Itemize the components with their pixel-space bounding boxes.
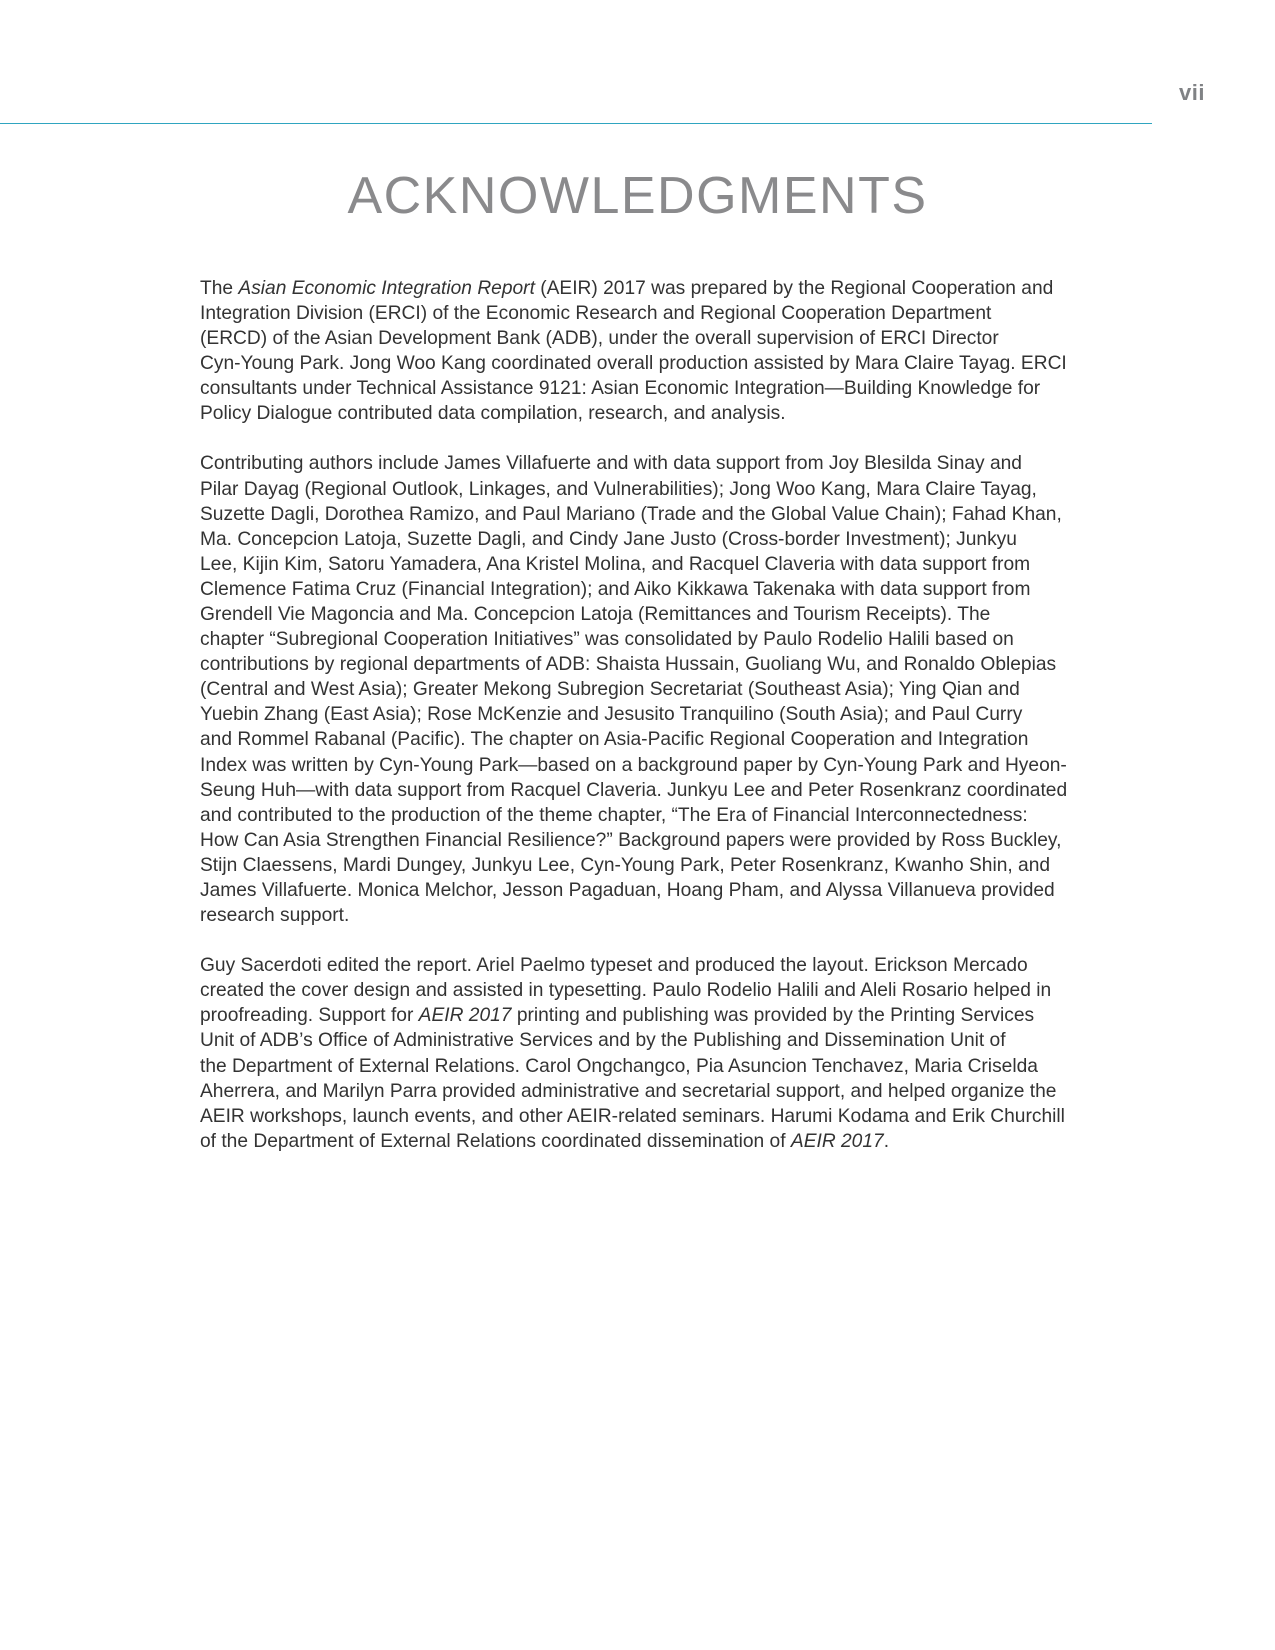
text-line: Seung Huh—with data support from Racquel Claveria. Junkyu Lee and Peter Rosenkranz coordinated [200,779,1068,801]
text-line: Index was written by Cyn-Young Park—based on a background paper by Cyn-Young Park and Hyeon- [200,754,1067,776]
text-line: consultants under Technical Assistance 9121: Asian Economic Integration—Building Knowledge for [200,378,1041,400]
text-line: chapter “Subregional Cooperation Initiatives” was consolidated by Paulo Rodelio Halili based on [200,629,1014,651]
text-line: Lee, Kijin Kim, Satoru Yamadera, Ana Kristel Molina, and Racquel Claveria with data support from [200,553,1031,575]
text-line: AEIR workshops, launch events, and other AEIR-related seminars. Harumi Kodama and Erik Churchill [200,1105,1065,1127]
text-line: and Rommel Rabanal (Pacific). The chapter on Asia-Pacific Regional Cooperation and Integration [200,729,1029,751]
text-run: (AEIR) 2017 was prepared by the Regional Cooperation and [534,278,1054,299]
text-line: Cyn-Young Park. Jong Woo Kang coordinated overall production assisted by Mara Claire Tayag. ERCI [200,353,1067,375]
text-line: Unit of ADB’s Office of Administrative Services and by the Publishing and Dissemination Unit of [200,1030,1006,1052]
text-line: Suzette Dagli, Dorothea Ramizo, and Paul Mariano (Trade and the Global Value Chain); Fahad Khan, [200,503,1062,525]
report-abbrev-italic: AEIR 2017 [418,1005,512,1027]
text-line: Yuebin Zhang (East Asia); Rose McKenzie and Jesusito Tranquilino (South Asia); and Paul Curry [200,704,1023,726]
text-line: Integration Division (ERCI) of the Economic Research and Regional Cooperation Department [200,303,992,325]
text-line: Stijn Claessens, Mardi Dungey, Junkyu Lee, Cyn-Young Park, Peter Rosenkranz, Kwanho Shin, and [200,854,1051,876]
text-line: and contributed to the production of the theme chapter, “The Era of Financial Interconnectedness: [200,804,1028,826]
text-line: research support. [200,905,350,927]
text-line: Policy Dialogue contributed data compilation, research, and analysis. [200,403,786,425]
text-line: the Department of External Relations. Carol Ongchangco, Pia Asuncion Tenchavez, Maria Criselda [200,1055,1038,1077]
text-line: Pilar Dayag (Regional Outlook, Linkages, and Vulnerabilities); Jong Woo Kang, Mara Claire Tayag, [200,478,1037,500]
text-line: contributions by regional departments of ADB: Shaista Hussain, Guoliang Wu, and Ronaldo Oblepias [200,654,1057,676]
text-line [200,1003,1075,1028]
text-run: The [200,278,239,299]
report-abbrev-italic: AEIR 2017 [790,1130,884,1152]
text-line: Contributing authors include James Villafuerte and with data support from Joy Blesilda Sinay and [200,453,1022,475]
report-title-italic: Asian Economic Integration Report [238,278,535,299]
text-line: (Central and West Asia); Greater Mekong Subregion Secretariat (Southeast Asia); Ying Qian and [200,679,1020,701]
text-line [200,276,1075,301]
text-line: created the cover design and assisted in typesetting. Paulo Rodelio Halili and Aleli Rosario helped in [200,980,1052,1002]
text-line [200,1129,1075,1154]
text-run: of the Department of External Relations coordinated dissemination of [200,1130,791,1152]
text-run: . [883,1130,890,1152]
header-rule [0,123,1152,124]
text-line: Aherrera, and Marilyn Parra provided administrative and secretarial support, and helped organize the [200,1080,1057,1102]
text-line: Clemence Fatima Cruz (Financial Integration); and Aiko Kikkawa Takenaka with data support from [200,578,1031,600]
page-number: vii [1179,80,1205,105]
text-line: James Villafuerte. Monica Melchor, Jesson Pagaduan, Hoang Pham, and Alyssa Villanueva provided [200,880,1055,902]
text-line: (ERCD) of the Asian Development Bank (ADB), under the overall supervision of ERCI Director [200,328,999,350]
text-line: Guy Sacerdoti edited the report. Ariel Paelmo typeset and produced the layout. Erickson Mercado [200,955,1028,977]
text-run: proofreading. Support for [200,1005,419,1027]
text-line: How Can Asia Strengthen Financial Resilience?” Background papers were provided by Ross Buckley, [200,829,1062,851]
page-title: ACKNOWLEDGMENTS [347,167,928,225]
body-text [200,276,1075,1179]
text-line: Grendell Vie Magoncia and Ma. Concepcion Latoja (Remittances and Tourism Receipts). The [200,604,991,626]
paragraph-3 [200,953,1075,1154]
text-run: printing and publishing was provided by the Printing Services [511,1005,1035,1027]
paragraph-1 [200,276,1075,427]
text-line: Ma. Concepcion Latoja, Suzette Dagli, and Cindy Jane Justo (Cross-border Investment); Junkyu [200,528,1017,550]
paragraph-2 [200,451,1075,928]
